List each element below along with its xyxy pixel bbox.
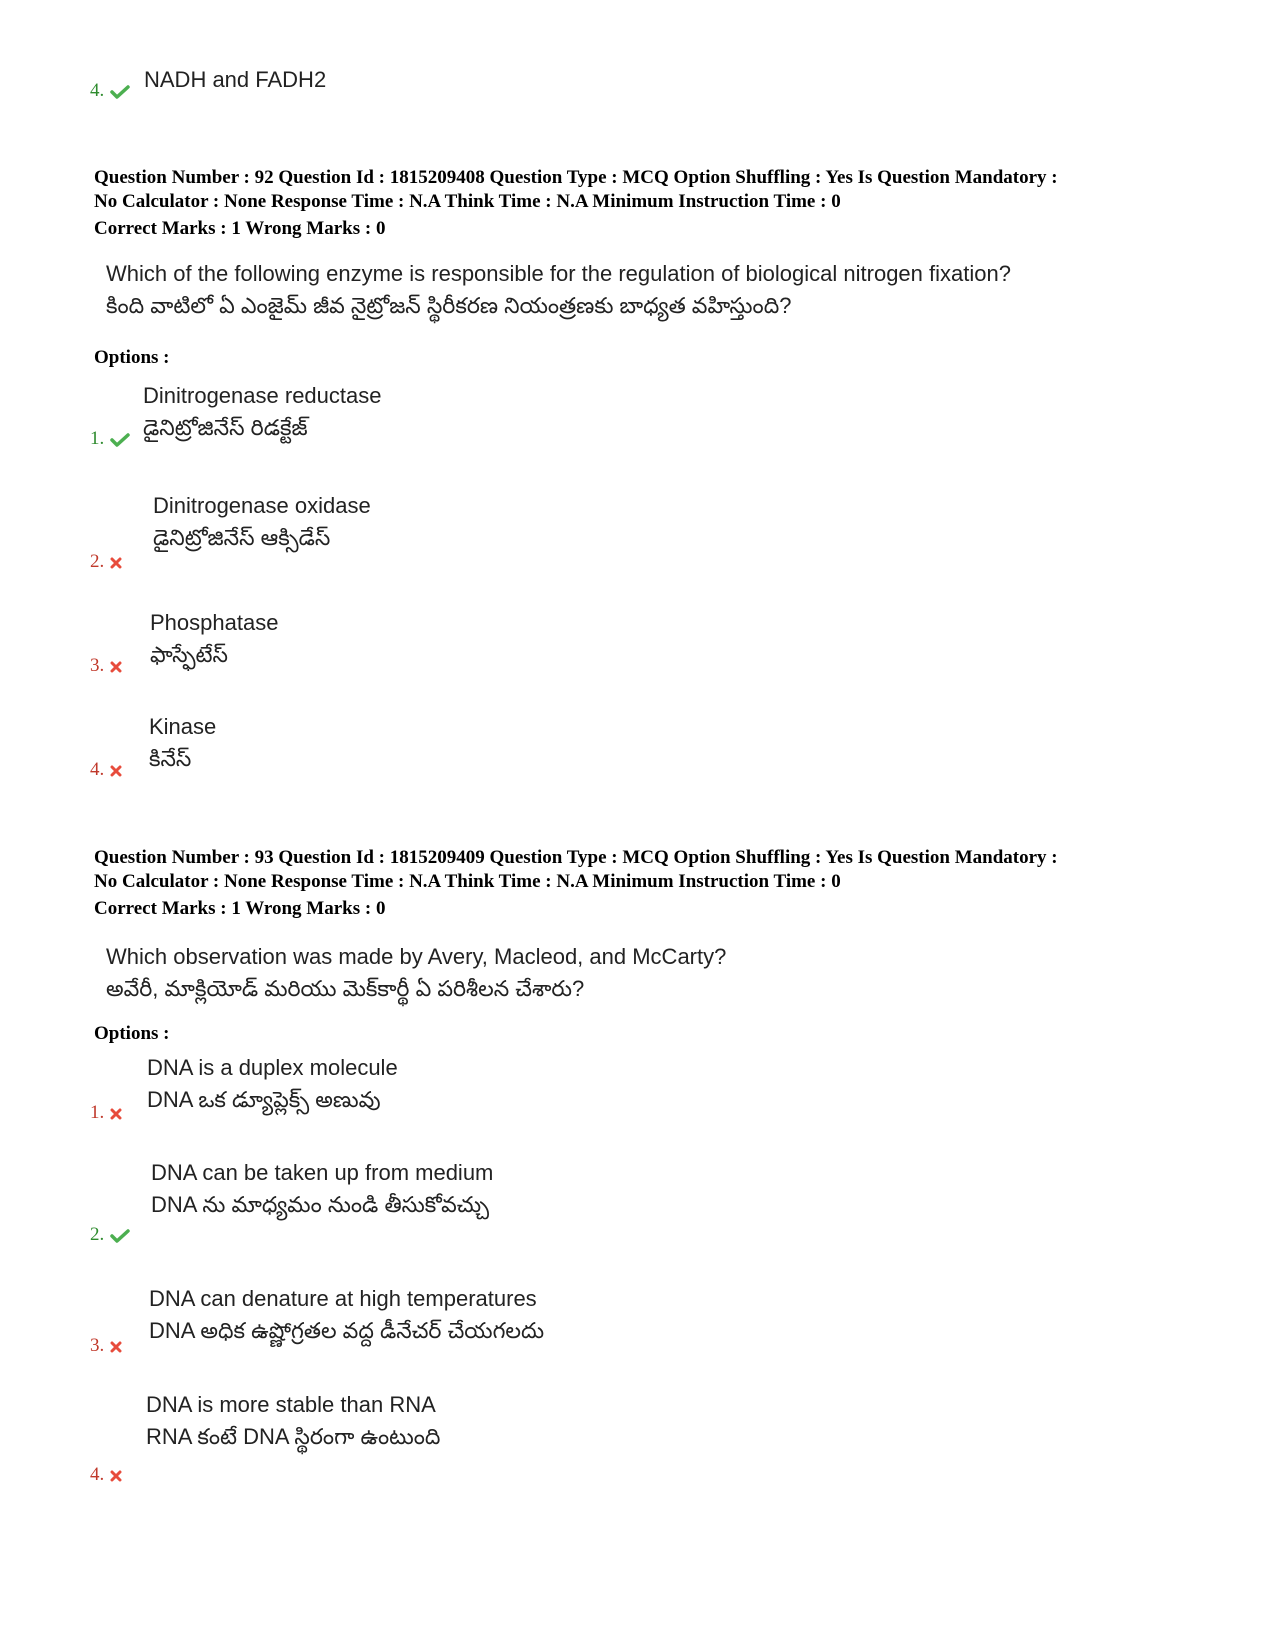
option-number: 2. bbox=[90, 1224, 105, 1245]
option-text-en: DNA is more stable than RNA bbox=[146, 1392, 436, 1417]
cross-icon bbox=[110, 557, 122, 569]
option-1-text bbox=[143, 380, 381, 444]
option-3-number bbox=[90, 1335, 122, 1357]
question-meta bbox=[94, 166, 1234, 214]
option-number: 3. bbox=[90, 1335, 105, 1356]
check-icon bbox=[110, 1229, 130, 1243]
option-4-text bbox=[146, 1389, 440, 1453]
prev-option-number bbox=[90, 80, 130, 102]
option-4-text bbox=[149, 711, 216, 775]
cross-icon bbox=[110, 661, 122, 673]
options-label: Options : bbox=[94, 347, 170, 368]
question-marks: Correct Marks : 1 Wrong Marks : 0 bbox=[94, 218, 386, 239]
question-meta bbox=[94, 846, 1234, 894]
option-number: 1. bbox=[90, 1102, 105, 1123]
option-number: 4. bbox=[90, 759, 105, 780]
option-1-number bbox=[90, 1102, 122, 1124]
option-1-text bbox=[147, 1052, 398, 1116]
option-number: 2. bbox=[90, 551, 105, 572]
option-number: 4. bbox=[90, 1464, 105, 1485]
option-4-number bbox=[90, 759, 122, 781]
option-text-te: RNA కంటే DNA స్థిరంగా ఉంటుంది bbox=[146, 1424, 441, 1449]
option-text-en: DNA is a duplex molecule bbox=[147, 1055, 398, 1080]
option-3-text bbox=[150, 607, 278, 671]
option-text-en: DNA can be taken up from medium bbox=[151, 1160, 494, 1185]
option-text-en: DNA can denature at high temperatures bbox=[149, 1286, 537, 1311]
meta-line-2: No Calculator : None Response Time : N.A Think Time : N.A Minimum Instruction Time : 0 bbox=[94, 191, 841, 212]
option-2-number bbox=[90, 1224, 130, 1246]
option-number: 4. bbox=[90, 80, 105, 101]
option-text-en: Kinase bbox=[149, 714, 217, 739]
question-text-te: అవేరీ, మాక్లియోడ్ మరియు మెక్‌కార్థీ ఏ పరిశీలన చేశారు? bbox=[106, 976, 585, 1001]
option-number: 1. bbox=[90, 428, 105, 449]
options-label: Options : bbox=[94, 1023, 170, 1044]
prev-option-text: NADH and FADH2 bbox=[144, 67, 327, 92]
option-text-en: Dinitrogenase oxidase bbox=[153, 493, 371, 518]
cross-icon bbox=[110, 765, 122, 777]
cross-icon bbox=[110, 1470, 122, 1482]
question-text bbox=[106, 941, 726, 1005]
option-4-number bbox=[90, 1464, 122, 1486]
option-text-te: కినేస్ bbox=[149, 746, 192, 771]
cross-icon bbox=[110, 1108, 122, 1120]
meta-line-1: Question Number : 93 Question Id : 1815209409 Question Type : MCQ Option Shuffling : Yes Is Question Mandatory : bbox=[94, 847, 1058, 868]
option-3-number bbox=[90, 655, 122, 677]
option-text-en: Phosphatase bbox=[150, 610, 279, 635]
option-number: 3. bbox=[90, 655, 105, 676]
question-text bbox=[106, 258, 1011, 322]
option-text-en: Dinitrogenase reductase bbox=[143, 383, 382, 408]
option-text-te: డైనిట్రోజినేస్ రిడక్టేజ్ bbox=[143, 415, 308, 440]
question-text-en: Which observation was made by Avery, Macleod, and McCarty? bbox=[106, 944, 727, 969]
option-1-number bbox=[90, 428, 130, 450]
check-icon bbox=[110, 433, 130, 447]
option-text-te: DNA అధిక ఉష్ణోగ్రతల వద్ద డీనేచర్ చేయగలదు bbox=[149, 1318, 545, 1343]
meta-line-1: Question Number : 92 Question Id : 1815209408 Question Type : MCQ Option Shuffling : Yes Is Question Mandatory : bbox=[94, 167, 1058, 188]
option-3-text bbox=[149, 1283, 544, 1347]
check-icon bbox=[110, 85, 130, 99]
cross-icon bbox=[110, 1341, 122, 1353]
option-text-te: DNA ను మాధ్యమం నుండి తీసుకోవచ్చు bbox=[151, 1192, 490, 1217]
option-text-te: ఫాస్ఫేటేస్ bbox=[150, 642, 228, 667]
question-text-en: Which of the following enzyme is responsible for the regulation of biological nitrogen fixation? bbox=[106, 261, 1011, 286]
question-text-te: కింది వాటిలో ఏ ఎంజైమ్ జీవ నైట్రోజన్ స్థిరీకరణ నియంత్రణకు బాధ్యత వహిస్తుంది? bbox=[106, 293, 792, 318]
option-text-te: DNA ఒక డ్యూప్లెక్స్ అణువు bbox=[147, 1087, 381, 1112]
option-2-number bbox=[90, 551, 122, 573]
option-text-te: డైనిట్రోజినేస్ ఆక్సిడేస్ bbox=[153, 525, 331, 550]
question-marks: Correct Marks : 1 Wrong Marks : 0 bbox=[94, 898, 386, 919]
option-2-text bbox=[153, 490, 371, 554]
meta-line-2: No Calculator : None Response Time : N.A Think Time : N.A Minimum Instruction Time : 0 bbox=[94, 871, 841, 892]
option-2-text bbox=[151, 1157, 493, 1221]
